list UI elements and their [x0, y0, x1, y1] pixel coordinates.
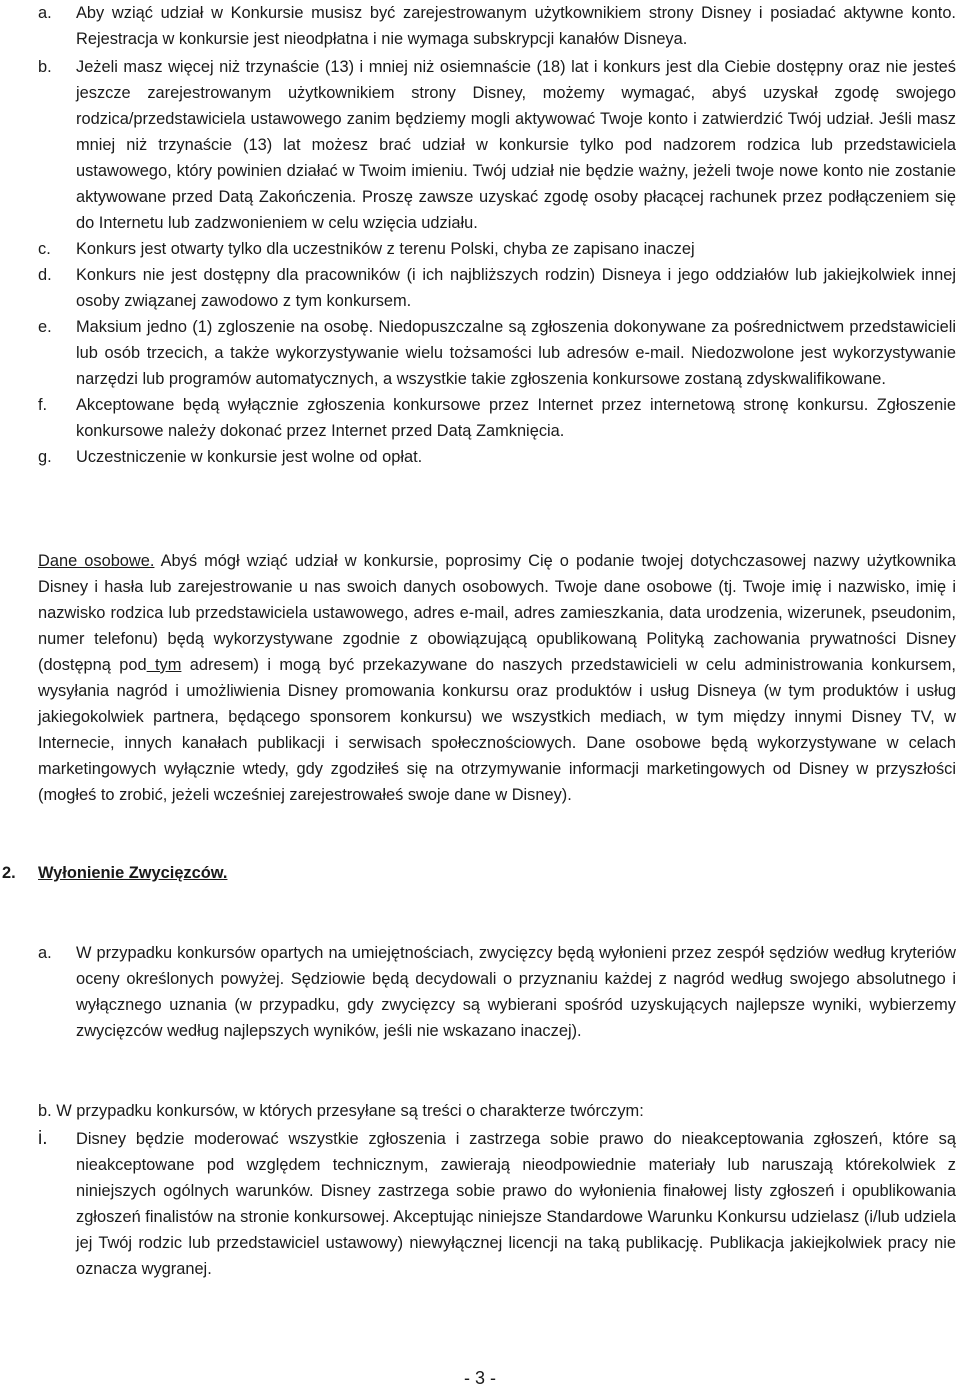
list-marker: c.: [38, 240, 51, 258]
list-marker: a.: [38, 4, 52, 22]
list-item-text: Jeżeli masz więcej niż trzynaście (13) i mniej niż osiemnaście (18) lat i konkurs jest dla Ciebie dostępny oraz nie jesteś jeszcze zarejestrowanym użytkownikiem strony Disney, możemy wymagać, abyś uzyskał zgodę swojego rodzica/przedstawiciela ustawowego zanim będziemy mogli aktywować Twoje konto i zatwierdzić Twój udział. Jeśli masz mniej niż trzynaście (13) lat możesz brać udział w konkursie tylko pod nadzorem rodzica lub przedstawiciela ustawowego, który powinien działać w Twoim imieniu. Twój udział nie będzie ważny, jeżeli twoje nowe konto nie zostanie aktywowane przed Datą Zakończenia. Proszę zawsze uzyskać zgodę osoby płacącej rachunek przez podłączeniem się do Internetu lub zadzwonieniem w celu wzięcia udziału.: [76, 58, 956, 232]
personal-data-text: Abyś mógł wziąć udział w konkursie, poprosimy Cię o podanie twojej dotychczasowej nazwy użytkownika Disney i hasła lub zarejestrowanie u nas swoich danych osobowych. Twoje dane osobowe (tj. Twoje imię i nazwisko, imię i nazwisko rodzica lub przedstawiciela ustawowego, adres e-mail, adres zamieszkania, data urodzenia, wizerunek, pseudonim, numer telefonu) będą wykorzystywane zgodnie z obowiązującą opublikowaną Polityką zachowania prywatności Disney (dostępną pod: [38, 552, 956, 674]
list-item: [38, 444, 956, 470]
list-item: [38, 0, 956, 52]
section2-item-a: [38, 940, 956, 1044]
personal-data-paragraph: [38, 548, 956, 808]
page-number: - 3 -: [463, 1368, 496, 1388]
section2-item-b-i: [38, 1126, 956, 1282]
list-marker: i.: [38, 1128, 48, 1149]
personal-data-label: Dane osobowe.: [38, 552, 155, 570]
list-item: [38, 1126, 956, 1282]
list-item: [38, 54, 956, 236]
list-item-text: W przypadku konkursów opartych na umiejętnościach, zwycięzcy będą wyłonieni przez zespół sędziów według kryteriów oceny określonych powyżej. Sędziowie będą decydowali o przyznaniu każdej z nagród według swojego absolutnego i wyłącznego uznania (w przypadku, gdy zwycięzcy są wybierani spośród uzyskujących najlepsze wyniki, wybierzemy zwycięzców według najlepszych wyników, jeśli nie wskazano inaczej).: [76, 944, 956, 1040]
list-item: [38, 236, 956, 262]
list-marker: e.: [38, 318, 52, 336]
list-marker: a.: [38, 944, 52, 962]
section-heading: [2, 860, 227, 886]
personal-data-text-continued: adresem) i mogą być przekazywane do naszych przedstawicieli w celu administrowania konkursem, wysyłania nagród i umożliwienia Disney promowania konkursu oraz produktów i usług Disneya (w tym produktów i usług jakiegokolwiek partnera, będącego sponsorem konkursu) we wszystkich mediach, w tym między innymi Disney TV, w Internecie, innych kanałach publikacji i serwisach społecznościowych. Dane osobowe będą wykorzystywane w celach marketingowych wyłącznie wtedy, gdy zgodziłeś się na otrzymywanie informacji marketingowych od Disney w przyszłości (mogłeś to zrobić, jeżeli wcześniej zarejestrowałeś swoje dane w Disney).: [38, 656, 956, 804]
list-item: [38, 940, 956, 1044]
list-item: [38, 392, 956, 444]
section2-b-text: b. W przypadku konkursów, w których przesyłane są treści o charakterze twórczym:: [38, 1102, 644, 1120]
list-item-text: Maksium jedno (1) zgloszenie na osobę. Niedopuszczalne są zgłoszenia dokonywane za pośrednictwem przedstawicieli lub osób trzecich, a także wykorzystywanie wielu tożsamości lub adresów e-mail. Niedozwolone jest wykorzystywanie narzędzi lub programów automatycznych, a wszystkie takie zgłoszenia konkursowe zostaną zdyskwalifikowane.: [76, 318, 956, 388]
section2-item-b-intro: [38, 1098, 956, 1124]
list-item-text: Aby wziąć udział w Konkursie musisz być zarejestrowanym użytkownikiem strony Disney i posiadać aktywne konto. Rejestracja w konkursie jest nieodpłatna i nie wymaga subskrypcji kanałów Disneya.: [76, 4, 956, 48]
list-item: [38, 314, 956, 392]
list-item-text: Konkurs nie jest dostępny dla pracowników (i ich najbliższych rodzin) Disneya i jego oddziałów lub jakiejkolwiek innej osoby związanej zawodowo z tym konkursem.: [76, 266, 956, 310]
eligibility-list: [38, 0, 956, 470]
list-item: [38, 262, 956, 314]
section-title: Wyłonienie Zwycięzców.: [38, 864, 228, 882]
list-marker: f.: [38, 396, 48, 414]
list-marker: g.: [38, 448, 52, 466]
list-item-text: Disney będzie moderować wszystkie zgłoszenia i zastrzega sobie prawo do nieakceptowania zgłoszeń, które są nieakceptowane pod względem technicznym, zawierają nieodpowiednie materiały lub naruszają którekolwiek z niniejszych ogólnych warunków. Disney zastrzega sobie prawo do wyłonienia finałowej listy zgłoszeń i opublikowania zgłoszeń finalistów na stronie konkursowej. Akceptując niniejsze Standardowe Warunku Konkursu udzielasz (i/lub udziela jej Twój rodzic lub przedstawiciel ustawowy) niewyłącznej licencji na taką publikację. Publikacja jakiejkolwiek pracy nie oznacza wygranej.: [76, 1130, 956, 1278]
list-marker: b.: [38, 58, 52, 76]
list-item-text: Konkurs jest otwarty tylko dla uczestników z terenu Polski, chyba ze zapisano inaczej: [76, 240, 695, 258]
list-marker: d.: [38, 266, 52, 284]
privacy-policy-link[interactable]: tym: [146, 656, 182, 674]
list-item-text: Akceptowane będą wyłącznie zgłoszenia konkursowe przez Internet przez internetową stronę konkursu. Zgłoszenie konkursowe należy dokonać przez Internet przed Datą Zamknięcia.: [76, 396, 956, 440]
list-item-text: Uczestniczenie w konkursie jest wolne od opłat.: [76, 448, 423, 466]
section-number: 2.: [2, 864, 16, 882]
